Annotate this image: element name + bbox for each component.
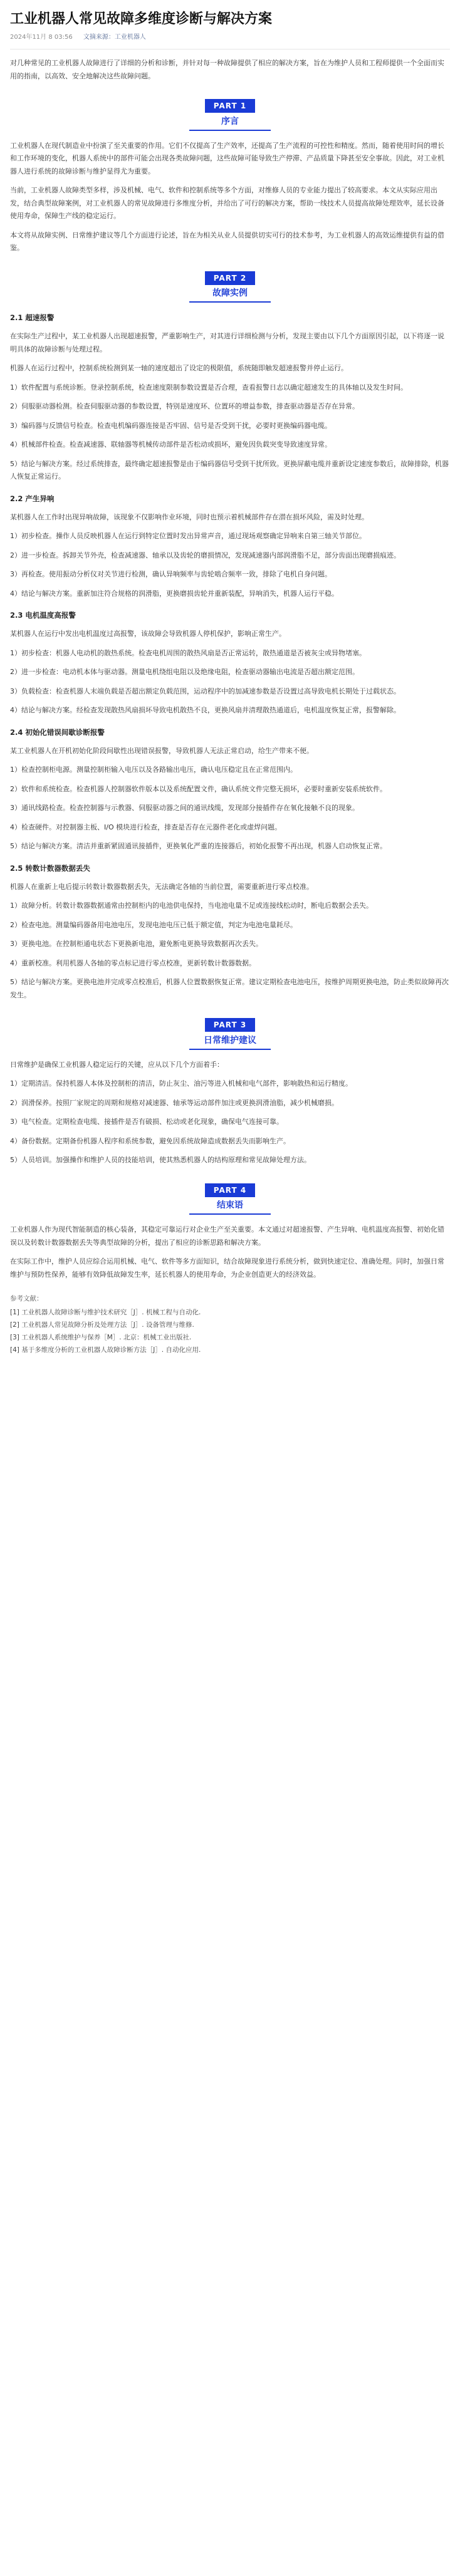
paragraph: 4）备份数据。定期备份机器人程序和系统参数，避免因系统故障造成数据丢失而影响生产。 — [10, 1136, 290, 1145]
part4-body — [10, 1223, 450, 1281]
paragraph: 机器人在运行过程中，控制系统检测到某一轴的速度超出了设定的极限值，系统随即触发超速报警并停止运行。 — [10, 364, 348, 372]
paragraph: 3）再检查。使用振动分析仪对关节进行检测，确认异响频率与齿轮啮合频率一致，排除了电机自身问题。 — [10, 570, 332, 578]
reference-item: [4] 基于多维度分析的工业机器人故障诊断方法［J］. 自动化应用. — [10, 1346, 201, 1354]
paragraph: 2）进一步检查。拆卸关节外壳，检查减速器、轴承以及齿轮的磨损情况，发现减速器内部润滑脂不足，部分齿面出现磨损痕迹。 — [10, 551, 400, 559]
publish-date: 2024年11月 8 03:56 — [10, 34, 73, 41]
paragraph: 3）更换电池。在控制柜通电状态下更换新电池，避免断电更换导致数据再次丢失。 — [10, 940, 263, 948]
part2-badge: PART 2 — [205, 271, 255, 285]
paragraph: 2）润滑保养。按照厂家规定的周期和规格对减速器、轴承等运动部件加注或更换润滑油脂，减少机械磨损。 — [10, 1098, 338, 1107]
part1-subtitle: 序言 — [189, 115, 271, 131]
article-title: 工业机器人常见故障多维度诊断与解决方案 — [10, 11, 273, 27]
paragraph: 5）人员培训。加强操作和维护人员的技能培训，使其熟悉机器人的结构原理和常见故障处理方法。 — [10, 1156, 311, 1164]
paragraph: 5）结论与解决方案。更换电池并完成零点校准后，机器人位置数据恢复正常。建议定期检查电池电压，按维护周期更换电池，防止类似故障再次发生。 — [10, 978, 449, 999]
paragraph: 1）检查控制柜电源。测量控制柜输入电压以及各路输出电压，确认电压稳定且在正常范围内。 — [10, 766, 297, 774]
intro-section — [10, 57, 450, 83]
source-link[interactable]: 文摘来源：工业机器人 — [83, 34, 146, 41]
part4-badge: PART 4 — [205, 1183, 255, 1197]
paragraph: 4）检查硬件。对控制器主板、I/O 模块进行检查，排查是否存在元器件老化或虚焊问题。 — [10, 823, 282, 831]
paragraph: 3）负载检查：检查机器人末端负载是否超出额定负载范围，运动程序中的加减速参数是否设置过高导致电机长期处于过载状态。 — [10, 687, 400, 695]
part1-body — [10, 140, 450, 255]
paragraph: 1）故障分析。转数计数器数据通常由控制柜内的电池供电保持，当电池电量不足或连接线松动时，断电后数据会丢失。 — [10, 901, 373, 910]
section-heading: 2.2 产生异响 — [10, 494, 55, 503]
section-heading: 2.3 电机温度高报警 — [10, 611, 76, 620]
part4-subtitle: 结束语 — [189, 1198, 271, 1215]
paragraph: 某工业机器人在开机初始化阶段间歇性出现错误报警，导致机器人无法正常启动，给生产带来不便。 — [10, 746, 313, 755]
part3-body — [10, 1059, 450, 1167]
references-list — [10, 1306, 450, 1356]
paragraph: 机器人在重新上电后提示转数计数器数据丢失，无法确定各轴的当前位置，需要重新进行零点校准。 — [10, 882, 313, 891]
paragraph: 2）进一步检查：电动机本体与驱动器。测量电机绕组电阻以及绝缘电阻，检查驱动器输出电流是否超出额定范围。 — [10, 668, 359, 676]
reference-item: [2] 工业机器人常见故障分析及处理方法［J］. 设备管理与维修. — [10, 1321, 194, 1329]
paragraph: 工业机器人作为现代智能制造的核心装备，其稳定可靠运行对企业生产至关重要。本文通过对超速报警、产生异响、电机温度高报警、初始化错误以及转数计数器数据丢失等典型故障的分析，提出了相应的诊断思路和解决方案。 — [10, 1225, 444, 1247]
part4-header — [10, 1183, 450, 1215]
paragraph: 4）重新校准。利用机器人各轴的零点标记进行零点校准，更新转数计数器数据。 — [10, 958, 256, 967]
paragraph: 4）结论与解决方案。重新加注符合规格的润滑脂，更换磨损齿轮并重新装配，异响消失，机器人运行平稳。 — [10, 589, 338, 598]
section-heading: 2.4 初始化错误间歇诊断报警 — [10, 727, 105, 737]
paragraph: 4）结论与解决方案。经检查发现散热风扇损坏导致电机散热不良，更换风扇并清理散热通道后，电机温度恢复正常，报警解除。 — [10, 706, 400, 714]
part3-badge: PART 3 — [205, 1018, 255, 1032]
reference-item: [3] 工业机器人系统维护与保养［M］. 北京：机械工业出版社. — [10, 1334, 192, 1341]
paragraph: 2）软件和系统检查。检查机器人控制器软件版本以及系统配置文件，确认系统文件完整无损坏，必要时重新安装系统软件。 — [10, 784, 387, 793]
section-heading: 2.1 超速报警 — [10, 313, 55, 322]
paragraph: 1）初步检查：机器人电动机的散热系统。检查电机周围的散热风扇是否正常运转，散热通道是否被灰尘或异物堵塞。 — [10, 648, 366, 657]
paragraph: 当前，工业机器人故障类型多样，涉及机械、电气、软件和控制系统等多个方面，对维修人员的专业能力提出了较高要求。本文从实际应用出发，结合典型故障案例，对工业机器人的常见故障进行多维度分析，并给出了可行的解决方案，帮助一线技术人员提高故障处理效率，延长设备使用寿命，保障生产线的稳定运行。 — [10, 186, 444, 220]
paragraph: 本文将从故障实例、日常维护建议等几个方面进行论述，旨在为相关从业人员提供切实可行的技术参考，为工业机器人的高效运维提供有益的借鉴。 — [10, 231, 444, 252]
paragraph: 4）机械部件检查。检查减速器、联轴器等机械传动部件是否松动或损坏，避免因负载突变导致速度异常。 — [10, 440, 332, 449]
paragraph: 1）软件配置与系统诊断。登录控制系统，检查速度限制参数设置是否合理，查看报警日志以确定超速发生的具体轴以及发生时间。 — [10, 383, 407, 392]
part3-subtitle: 日常维护建议 — [189, 1034, 271, 1050]
paragraph: 某机器人在工作时出现异响故障，该现象不仅影响作业环境，同时也预示着机械部件存在潜在损坏风险，需及时处理。 — [10, 512, 369, 521]
paragraph: 在实际工作中，维护人员应综合运用机械、电气、软件等多方面知识，结合故障现象进行系统分析，做到快速定位、准确处理。同时，加强日常维护与预防性保养，能够有效降低故障发生率，延长机器人的使用寿命，为企业创造更大的经济效益。 — [10, 1257, 444, 1279]
part2-body — [10, 311, 450, 1002]
reference-item: [1] 工业机器人故障诊断与维护技术研究［J］. 机械工程与自动化. — [10, 1309, 201, 1316]
article-meta — [10, 33, 450, 43]
paragraph: 日常维护是确保工业机器人稳定运行的关键，应从以下几个方面着手： — [10, 1060, 224, 1069]
part3-header — [10, 1018, 450, 1050]
paragraph: 1）初步检查。操作人员反映机器人在运行到特定位置时发出异常声音，通过现场观察确定异响来自第三轴关节部位。 — [10, 532, 366, 540]
paragraph: 某机器人在运行中发出电机温度过高报警，该故障会导致机器人停机保护，影响正常生产。 — [10, 630, 286, 638]
part1-badge: PART 1 — [205, 99, 255, 113]
paragraph: 2）伺服驱动器检测。检查伺服驱动器的参数设置，特别是速度环、位置环的增益参数，排查驱动器是否存在异常。 — [10, 402, 359, 410]
references — [10, 1292, 450, 1356]
paragraph: 3）通讯线路检查。检查控制器与示教器、伺服驱动器之间的通讯线缆，发现部分接插件存在氧化接触不良的现象。 — [10, 804, 359, 812]
paragraph: 1）定期清洁。保持机器人本体及控制柜的清洁，防止灰尘、油污等进入机械和电气部件，影响散热和运行精度。 — [10, 1079, 352, 1088]
paragraph: 5）结论与解决方案。清洁并重新紧固通讯接插件，更换氧化严重的连接器后，初始化报警不再出现，机器人启动恢复正常。 — [10, 842, 387, 850]
paragraph: 在实际生产过程中，某工业机器人出现超速报警，严重影响生产，对其进行详细检测与分析，发现主要由以下几个方面原因引起，以下将逐一说明具体的故障诊断与处理过程。 — [10, 332, 444, 353]
paragraph: 5）结论与解决方案。经过系统排查，最终确定超速报警是由于编码器信号受到干扰所致。更换屏蔽电缆并重新设定速度参数后，故障排除，机器人恢复正常运行。 — [10, 459, 449, 480]
paragraph: 工业机器人在现代制造业中扮演了至关重要的作用。它们不仅提高了生产效率，还提高了生产流程的可控性和精度。然而，随着使用时间的增长和工作环境的变化，机器人系统中的部件可能会出现各类故障问题，这些故障可能导致生产停滞、产品质量下降甚至安全事故。因此，对工业机器人进行系统的故障诊断与维护显得尤为重要。 — [10, 141, 444, 175]
part2-header — [10, 271, 450, 303]
section-heading: 2.5 转数计数器数据丢失 — [10, 863, 90, 873]
paragraph: 2）检查电池。测量编码器备用电池电压，发现电池电压已低于额定值，判定为电池电量耗尽。 — [10, 920, 297, 929]
paragraph: 对几种常见的工业机器人故障进行了详细的分析和诊断，并针对每一种故障提供了相应的解决方案，旨在为维护人员和工程师提供一个全面而实用的指南，以高效、安全地解决这些故障问题。 — [10, 59, 444, 80]
paragraph: 3）电气检查。定期检查电缆、接插件是否有破损、松动或老化现象，确保电气连接可靠。 — [10, 1118, 283, 1126]
references-title: 参考文献： — [10, 1295, 43, 1302]
paragraph: 3）编码器与反馈信号检查。检查电机编码器连接是否牢固、信号是否受到干扰，必要时更换编码器电缆。 — [10, 421, 332, 430]
part1-header — [10, 99, 450, 131]
part2-subtitle: 故障实例 — [189, 286, 271, 303]
